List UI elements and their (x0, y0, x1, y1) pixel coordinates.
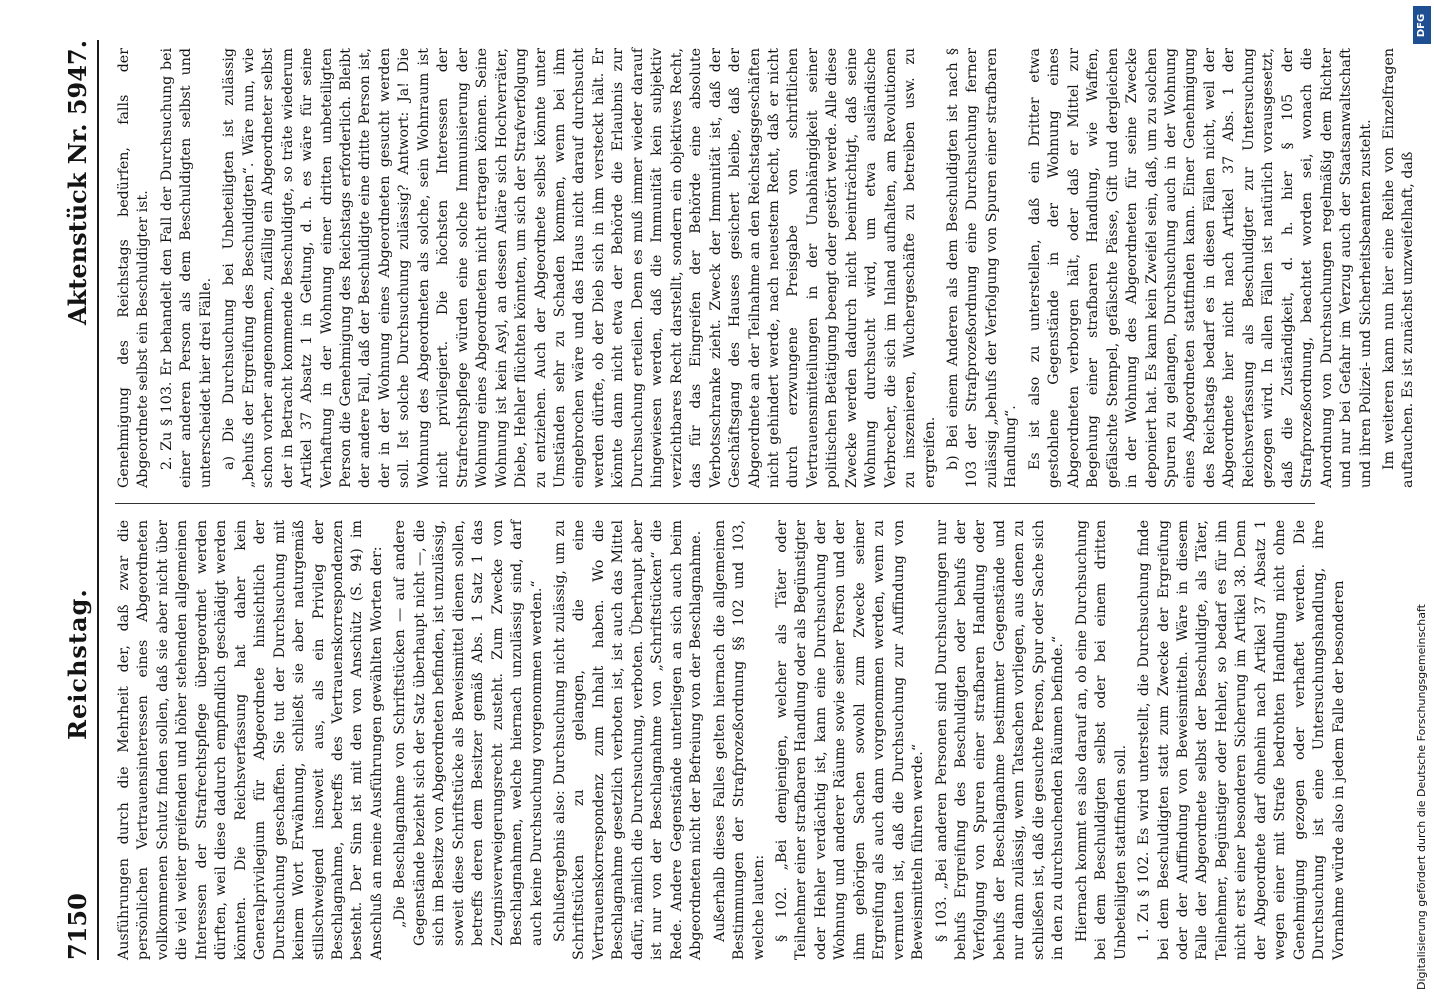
paragraph: Im weiteren kann nun hier eine Reihe von Einzelfragen auftauchen. Es ist zunächst unzweifelhaft, daß (1381, 48, 1417, 488)
right-text-column (115, 48, 1417, 488)
left-text-column (115, 520, 1345, 960)
dfg-logo (1413, 6, 1431, 44)
paragraph: Schlußergebnis also: Durchsuchung nicht zulässig, um zu Schriftstücken zu gelangen, die eine Vertrauenskorrespondenz zum Inhalt haben. Wo die Beschlagnahme gesetzlich verboten ist, ist auch das Mittel dafür, nämlich die Durchsuchung, verboten. Überhaupt aber ist nur von der Beschlagnahme von „Schriftstücken“ die Rede. Andere Gegenstände unterliegen an sich auch beim Abgeordneten nicht der Befreiung von der Beschlagnahme. (551, 520, 705, 960)
rotated-page (57, 40, 1417, 960)
paragraph: Genehmigung des Reichstags bedürfen, falls der Abgeordnete selbst ein Beschuldigter ist. (116, 48, 152, 488)
column-divider (115, 503, 1315, 504)
law-quote-paragraph: § 103. „Bei anderen Personen sind Durchsuchungen nur behufs Ergreifung des Beschuldigten oder behufs der Verfolgung von Spuren einer strafbaren Handlung oder behufs der Beschlagnahme bestimmter Gegenstände und nur dann zulässig, wenn Tatsachen vorliegen, aus denen zu schließen ist, daß die gesuchte Person, Spur oder Sache sich in den zu durchsuchenden Räumen befinde.“ (933, 520, 1067, 960)
paragraph: 2. Zu § 103. Er behandelt den Fall der Durchsuchung bei einer anderen Person als dem Beschuldigten selbst und unterscheidet hier drei Fälle. (158, 48, 214, 488)
digitization-credit: Digitalisierung gefördert durch die Deutsche Forschungsgemeinschaft (1415, 604, 1428, 990)
law-quote-paragraph: § 102. „Bei demjenigen, welcher als Täter oder Teilnehmer einer strafbaren Handlung oder als Begünstigter oder Hehler verdächtig ist, kann eine Durchsuchung der Wohnung und anderer Räume sowie seiner Person und der ihm gehörigen Sachen sowohl zum Zwecke seiner Ergreifung als auch dann vorgenommen werden, wenn zu vermuten ist, daß die Durchsuchung zur Auffindung von Beweismitteln führen werde.“ (773, 520, 927, 960)
page-header (57, 40, 99, 960)
paragraph: Außerhalb dieses Falles gelten hiernach die allgemeinen Bestimmungen der Strafprozeßordnung §§ 102 und 103, welche lauten: (711, 520, 767, 960)
running-title: Reichstag. (63, 588, 92, 740)
paragraph: Ausführungen durch die Mehrheit der, daß zwar die persönlichen Vertrauensinteressen eines Abgeordneten vollkommenen Schutz finden sollen, daß sie aber nicht über die viel weiter greifenden und höher stehenden allgemeinen Interessen der Strafrechtspflege übergeordnet werden dürften, weil diese dadurch empfindlich geschädigt werden könnten. Die Reichsverfassung hat daher kein Generalprivilegium für Abgeordnete hinsichtlich der Durchsuchung geschaffen. Sie tut der Durchsuchung mit keinem Wort Erwähnung, schließt sie aber naturgemäß stillschweigend insoweit aus, als ein Privileg der Beschlagnahme, betreffs des Vertrauenskorrespondenzen besteht. Der Sinn ist mit den von Anschütz (S. 94) im Anschluß an meine Ausführungen gewählten Worten der: (116, 520, 385, 960)
document-number: Aktenstück Nr. 5947. (63, 40, 92, 325)
page-number: 7150 (63, 893, 92, 960)
paragraph: 1. Zu § 102. Es wird unterstellt, die Durchsuchung finde bei dem Beschuldigten statt zum Zwecke der Ergreifung oder der Auffindung von Beweismitteln. Wäre in diesem Falle der Abgeordnete selbst der Beschuldigte, als Täter, Teilnehmer, Begünstiger oder Hehler, so bedarf es für ihn nicht erst einer besonderen Sicherung im Artikel 38. Denn der Abgeordnete darf ohnehin nach Artikel 37 Absatz 1 wegen einer mit Strafe bedrohten Handlung nicht ohne Genehmigung gezogen oder verhaftet werden. Die Durchsuchung ist eine Untersuchungshandlung, ihre Vornahme würde also in jedem Falle der besonderen (1136, 520, 1347, 960)
paragraph: a) Die Durchsuchung bei Unbeteiligten ist zulässig „behufs der Ergreifung des Beschuldigten“. Wäre nun, wie schon vorher angenommen, zufällig ein Abgeordneter selbst der in Betracht kommende Beschuldigte, so träte wiederum Artikel 37 Absatz 1 in Geltung, d. h. es wäre für seine Verhaftung in der Wohnung einer dritten unbeteiligten Person die Genehmigung des Reichstags erforderlich. Bleibt der andere Fall, daß der Beschuldigte eine dritte Person ist, der in der Wohnung eines Abgeordneten gesucht werden soll. Ist solche Durchsuchung zulässig? Antwort: Ja! Die Wohnung des Abgeordneten als solche, sein Wohnraum ist nicht privilegiert. Die höchsten Interessen der Strafrechtspflege würden eine solche Immunisierung der Wohnung eines Abgeordneten nicht ertragen können. Seine Wohnung ist kein Asyl, an dessen Altäre sich Hochverräter, Diebe, Hehler flüchten könnten, um sich der Strafverfolgung zu entziehen. Auch der Abgeordnete selbst könnte unter Umständen sehr zu Schaden kommen, wenn bei ihm eingebrochen wäre und das Haus nicht darauf durchsucht werden dürfte, ob der Dieb sich in ihm versteckt hält. Er könnte dann nicht etwa der Behörde die Erlaubnis zur Durchsuchung erteilen. Denn es muß immer wieder darauf hingewiesen werden, daß die Immunität kein subjektiv verzichtbares Recht darstellt, sondern ein objektives Recht, das für das Eingreifen der Behörde eine absolute Verbotsschranke zieht. Zweck der Immunität ist, daß der Geschäftsgang des Hauses gesichert bleibe, daß der Abgeordnete an der Teilnahme an den Reichstagsgeschäften nicht gehindert werde, nach neuestem Recht, daß er nicht durch erzwungene Preisgabe von schriftlichen Vertrauensmitteilungen in der Unabhängigkeit seiner politischen Betätigung beengt oder gestört werde. Alle diese Zwecke werden dadurch nicht beeinträchtigt, daß seine Wohnung durchsucht wird, um etwa ausländische Verbrecher, die sich im Inland aufhalten, am Revolutionen zu inszenieren, Wuchergeschäfte zu betreiben usw. zu ergreifen. (221, 48, 938, 488)
paragraph: b) Bei einem Anderen als dem Beschuldigten ist nach § 103 der Strafprozeßordnung eine Durchsuchung ferner zulässig „behufs der Verfolgung von Spuren einer strafbaren Handlung“. (945, 48, 1020, 488)
paragraph: Hiernach kommt es also darauf an, ob eine Durchsuchung bei dem Beschuldigten selbst oder bei einem dritten Unbeteiligten stattfinden soll. (1073, 520, 1129, 960)
quote-paragraph: „Die Beschlagnahme von Schriftstücken — auf andere Gegenstände bezieht sich der Satz überhaupt nicht —, die sich im Besitze von Abgeordneten befinden, ist unzulässig, soweit diese Schriftstücke als Beweismittel dienen sollen, betreffs deren dem Besitzer gemäß Abs. 1 Satz 1 das Zeugnisverweigerungsrecht zusteht. Zum Zwecke von Beschlagnahmen, welche hiernach unzulässig sind, darf auch keine Durchsuchung vorgenommen werden.“ (392, 520, 545, 946)
paragraph: Es ist also zu unterstellen, daß ein Dritter etwa gestohlene Gegenstände in der Wohnung eines Abgeordneten verborgen hält, oder daß er Mittel zur Begehung einer strafbaren Handlung, wie Waffen, gefälschte Stempel, gefälschte Pässe, Gift und dergleichen in der Wohnung des Abgeordneten für seine Zwecke deponiert hat. Es kann kein Zweifel sein, daß, um zu solchen Spuren zu gelangen, Durchsuchung auch in der Wohnung eines Abgeordneten stattfinden kann. Einer Genehmigung des Reichstags bedarf es in diesen Fällen nicht, weil der Abgeordnete hier nicht nach Artikel 37 Abs. 1 der Reichsverfassung als Beschuldigter zur Untersuchung gezogen wird. In allen Fällen ist natürlich vorausgesetzt, daß die Zuständigkeit, d. h. hier § 105 der Strafprozeßordnung, beachtet worden sei, wonach die Anordnung von Durchsuchungen regelmäßig dem Richter und nur bei Gefahr im Verzug auch der Staatsanwaltschaft und ihren Polizei- und Sicherheitsbeamten zusteht. (1026, 48, 1374, 488)
dfg-logo-text: DFG (1416, 13, 1428, 37)
